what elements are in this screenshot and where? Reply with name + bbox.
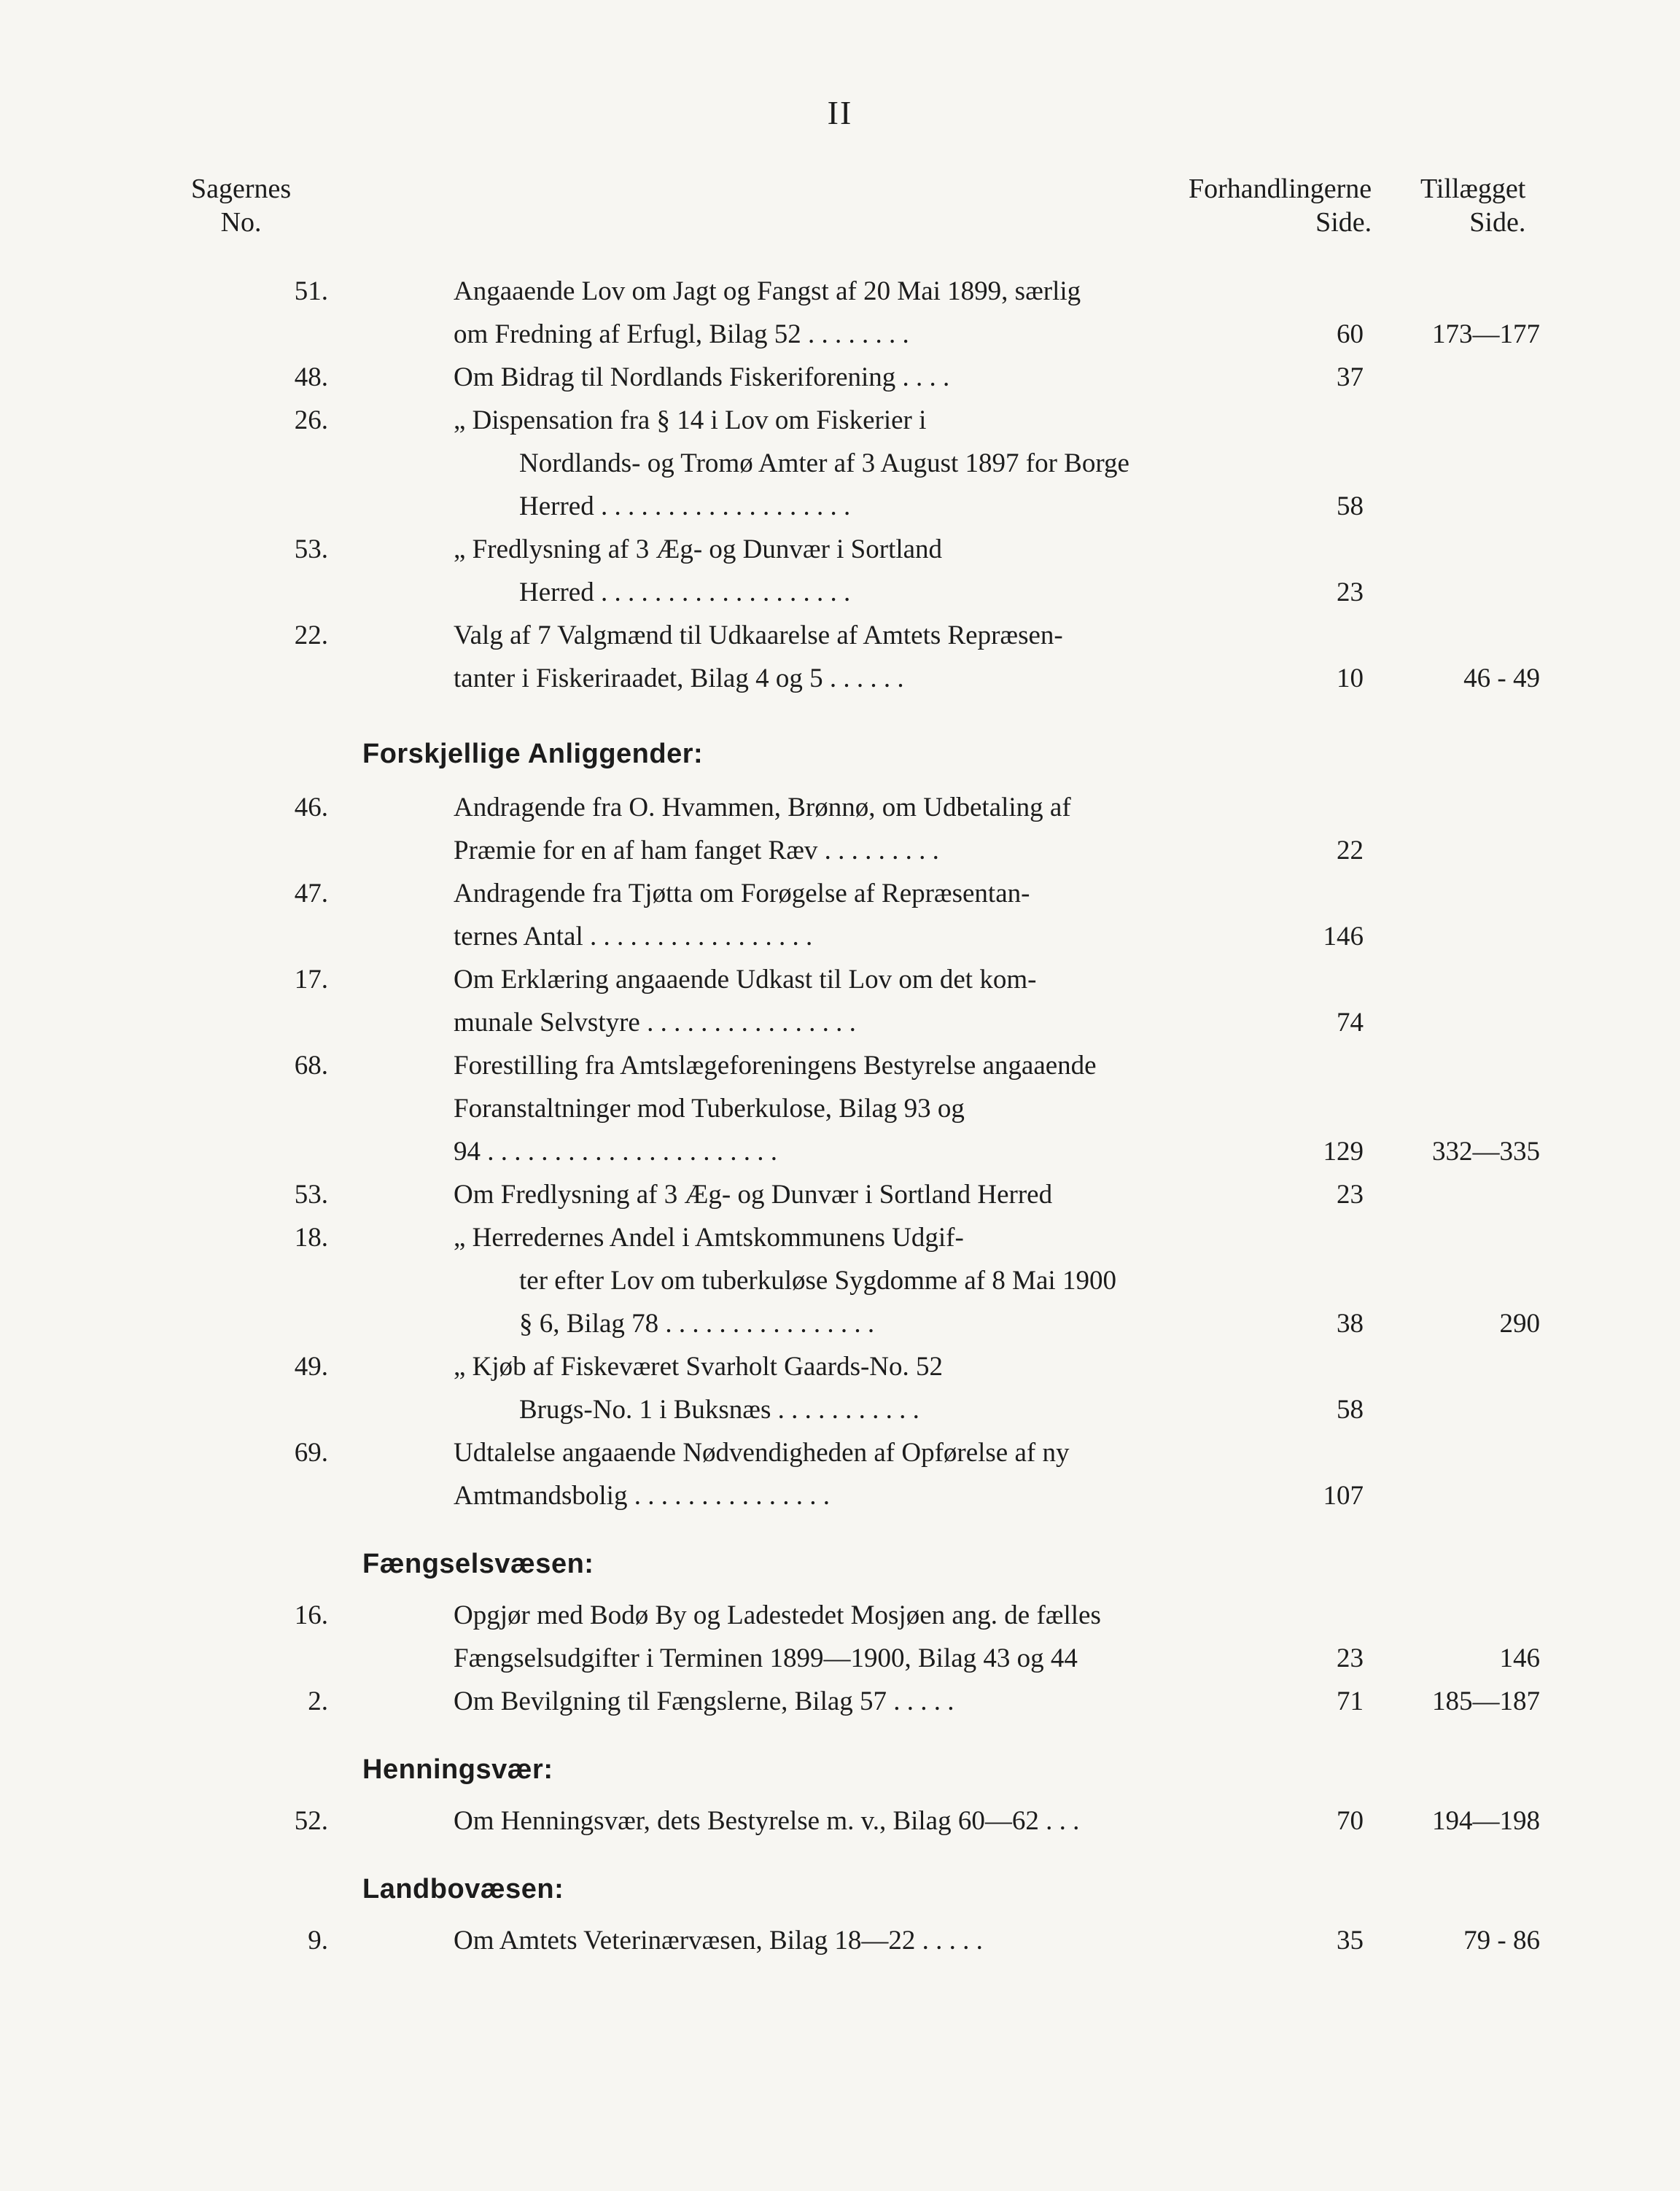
index-content: [0, 270, 1680, 1962]
case-number: 2.: [308, 1686, 328, 1716]
forhandlingerne-page: 23: [1337, 1180, 1364, 1210]
entry-text: ternes Antal . . . . . . . . . . . . . . . . .: [454, 922, 813, 951]
column-header-forhandlingerne-line1: Forhandlingerne: [1189, 174, 1372, 204]
forhandlingerne-page: 107: [1323, 1481, 1364, 1511]
index-row: [0, 1087, 1680, 1130]
index-row: [0, 786, 1680, 829]
entry-text: Foranstaltninger mod Tuberkulose, Bilag 93 og: [454, 1094, 965, 1124]
entry-text: Fængselsudgifter i Terminen 1899—1900, Bilag 43 og 44: [454, 1643, 1078, 1673]
case-number: 47.: [294, 879, 328, 908]
index-row: [0, 958, 1680, 1001]
tillaegget-page: 79 - 86: [1463, 1926, 1540, 1955]
index-row: [0, 1259, 1680, 1302]
case-number: 51.: [294, 276, 328, 306]
case-number: 26.: [294, 405, 328, 435]
entry-text: Brugs-No. 1 i Buksnæs . . . . . . . . . . .: [519, 1395, 919, 1425]
index-row: [0, 1919, 1680, 1962]
tillaegget-page: 290: [1499, 1309, 1540, 1339]
forhandlingerne-page: 10: [1337, 663, 1364, 693]
index-row: [0, 829, 1680, 872]
entry-text: Præmie for en af ham fanget Ræv . . . . . . . . .: [454, 836, 939, 865]
entry-text: Andragende fra O. Hvammen, Brønnø, om Udbetaling af: [454, 793, 1071, 822]
forhandlingerne-page: 70: [1337, 1806, 1364, 1836]
case-number: 18.: [294, 1223, 328, 1253]
entry-text: „ Herredernes Andel i Amtskommunens Udgif-: [454, 1223, 964, 1253]
entry-text: Om Fredlysning af 3 Æg- og Dunvær i Sortland Herred: [454, 1180, 1053, 1210]
forhandlingerne-page: 71: [1337, 1686, 1364, 1716]
tillaegget-page: 194—198: [1432, 1806, 1540, 1836]
entry-text: Om Bevilgning til Fængslerne, Bilag 57 . . . . .: [454, 1686, 954, 1716]
entry-text: Om Bidrag til Nordlands Fiskeriforening . . . .: [454, 362, 950, 392]
tillaegget-page: 146: [1499, 1643, 1540, 1673]
index-row: [0, 1130, 1680, 1173]
index-row: [0, 1216, 1680, 1259]
entry-text: Om Erklæring angaaende Udkast til Lov om det kom-: [454, 965, 1037, 995]
index-row: [0, 571, 1680, 614]
case-number: 22.: [294, 620, 328, 650]
case-number: 16.: [294, 1600, 328, 1630]
index-row: [0, 614, 1680, 657]
tillaegget-page: 173—177: [1432, 319, 1540, 349]
column-header-tillaegget-line1: Tillægget: [1420, 174, 1526, 204]
entry-text: Om Amtets Veterinærvæsen, Bilag 18—22 . . . . .: [454, 1926, 983, 1955]
entry-text: tanter i Fiskeriraadet, Bilag 4 og 5 . . . . . .: [454, 663, 904, 693]
index-row: [0, 356, 1680, 399]
entry-text: Herred . . . . . . . . . . . . . . . . . . .: [519, 577, 851, 607]
index-row: [0, 1637, 1680, 1680]
entry-text: Forestilling fra Amtslægeforeningens Bestyrelse angaaende: [454, 1051, 1097, 1081]
entry-text: ter efter Lov om tuberkuløse Sygdomme af 8 Mai 1900: [519, 1266, 1116, 1296]
section-heading: Forskjellige Anliggender:: [362, 739, 704, 769]
entry-text: „ Dispensation fra § 14 i Lov om Fiskerier i: [454, 405, 927, 435]
index-row: [0, 1388, 1680, 1431]
column-header-forhandlingerne-line2: Side.: [1315, 207, 1372, 238]
entry-text: Valg af 7 Valgmænd til Udkaarelse af Amtets Repræsen-: [454, 620, 1063, 650]
forhandlingerne-page: 74: [1337, 1008, 1364, 1038]
index-row: [0, 657, 1680, 700]
index-row: [0, 1044, 1680, 1087]
index-row: [0, 399, 1680, 442]
index-row: [0, 1594, 1680, 1637]
forhandlingerne-page: 129: [1323, 1137, 1364, 1167]
entry-text: „ Fredlysning af 3 Æg- og Dunvær i Sortland: [454, 534, 943, 564]
entry-text: Amtmandsbolig . . . . . . . . . . . . . . .: [454, 1481, 830, 1511]
case-number: 46.: [294, 793, 328, 822]
case-number: 48.: [294, 362, 328, 392]
entry-text: Andragende fra Tjøtta om Forøgelse af Repræsentan-: [454, 879, 1030, 908]
entry-text: Om Henningsvær, dets Bestyrelse m. v., Bilag 60—62 . . .: [454, 1806, 1080, 1836]
case-number: 53.: [294, 534, 328, 564]
entry-text: munale Selvstyre . . . . . . . . . . . . . . . .: [454, 1008, 856, 1038]
section-heading: Henningsvær:: [362, 1754, 553, 1785]
index-row: [0, 1799, 1680, 1842]
section-heading: Landbovæsen:: [362, 1874, 564, 1904]
forhandlingerne-page: 58: [1337, 491, 1364, 521]
index-row: [0, 1001, 1680, 1044]
entry-text: Nordlands- og Tromø Amter af 3 August 1897 for Borge: [519, 448, 1129, 478]
index-row: [0, 1431, 1680, 1474]
index-row: [0, 872, 1680, 915]
index-row: [0, 485, 1680, 528]
forhandlingerne-page: 22: [1337, 836, 1364, 865]
index-row: [0, 1345, 1680, 1388]
section-heading-block: [0, 700, 1680, 786]
forhandlingerne-page: 38: [1337, 1309, 1364, 1339]
tillaegget-page: 46 - 49: [1463, 663, 1540, 693]
index-row: [0, 528, 1680, 571]
index-row: [0, 270, 1680, 313]
case-number: 9.: [308, 1926, 328, 1955]
index-row: [0, 1173, 1680, 1216]
case-number: 68.: [294, 1051, 328, 1081]
case-number: 53.: [294, 1180, 328, 1210]
case-number: 17.: [294, 965, 328, 995]
forhandlingerne-page: 60: [1337, 319, 1364, 349]
section-heading-block: [0, 1842, 1680, 1919]
column-header-tillaegget-line2: Side.: [1469, 207, 1526, 238]
forhandlingerne-page: 58: [1337, 1395, 1364, 1425]
case-number: 52.: [294, 1806, 328, 1836]
index-row: [0, 1302, 1680, 1345]
entry-text: Herred . . . . . . . . . . . . . . . . . . .: [519, 491, 851, 521]
index-row: [0, 1474, 1680, 1517]
section-heading-block: [0, 1517, 1680, 1594]
entry-text: Udtalelse angaaende Nødvendigheden af Opførelse af ny: [454, 1438, 1070, 1468]
tillaegget-page: 185—187: [1432, 1686, 1540, 1716]
forhandlingerne-page: 23: [1337, 577, 1364, 607]
column-header-no-line2: No.: [220, 207, 262, 238]
column-header-tillaegget: [1420, 172, 1525, 239]
index-row: [0, 1680, 1680, 1723]
index-row: [0, 313, 1680, 356]
column-header-no: [191, 172, 291, 239]
index-row: [0, 442, 1680, 485]
entry-text: Angaaende Lov om Jagt og Fangst af 20 Mai 1899, særlig: [454, 276, 1081, 306]
column-header-forhandlingerne: [1189, 172, 1372, 239]
section-heading: Fængselsvæsen:: [362, 1549, 594, 1579]
case-number: 49.: [294, 1352, 328, 1382]
entry-text: om Fredning af Erfugl, Bilag 52 . . . . . . . .: [454, 319, 909, 349]
section-heading-block: [0, 1723, 1680, 1799]
case-number: 69.: [294, 1438, 328, 1468]
forhandlingerne-page: 146: [1323, 922, 1364, 951]
column-header-no-line1: Sagernes: [191, 174, 292, 204]
tillaegget-page: 332—335: [1432, 1137, 1540, 1167]
entry-text: 94 . . . . . . . . . . . . . . . . . . . . . .: [454, 1137, 777, 1167]
entry-text: § 6, Bilag 78 . . . . . . . . . . . . . . . .: [519, 1309, 875, 1339]
page-number: II: [827, 94, 853, 131]
entry-text: Opgjør med Bodø By og Ladestedet Mosjøen ang. de fælles: [454, 1600, 1101, 1630]
forhandlingerne-page: 23: [1337, 1643, 1364, 1673]
entry-text: „ Kjøb af Fiskeværet Svarholt Gaards-No. 52: [454, 1352, 944, 1382]
index-row: [0, 915, 1680, 958]
forhandlingerne-page: 37: [1337, 362, 1364, 392]
forhandlingerne-page: 35: [1337, 1926, 1364, 1955]
